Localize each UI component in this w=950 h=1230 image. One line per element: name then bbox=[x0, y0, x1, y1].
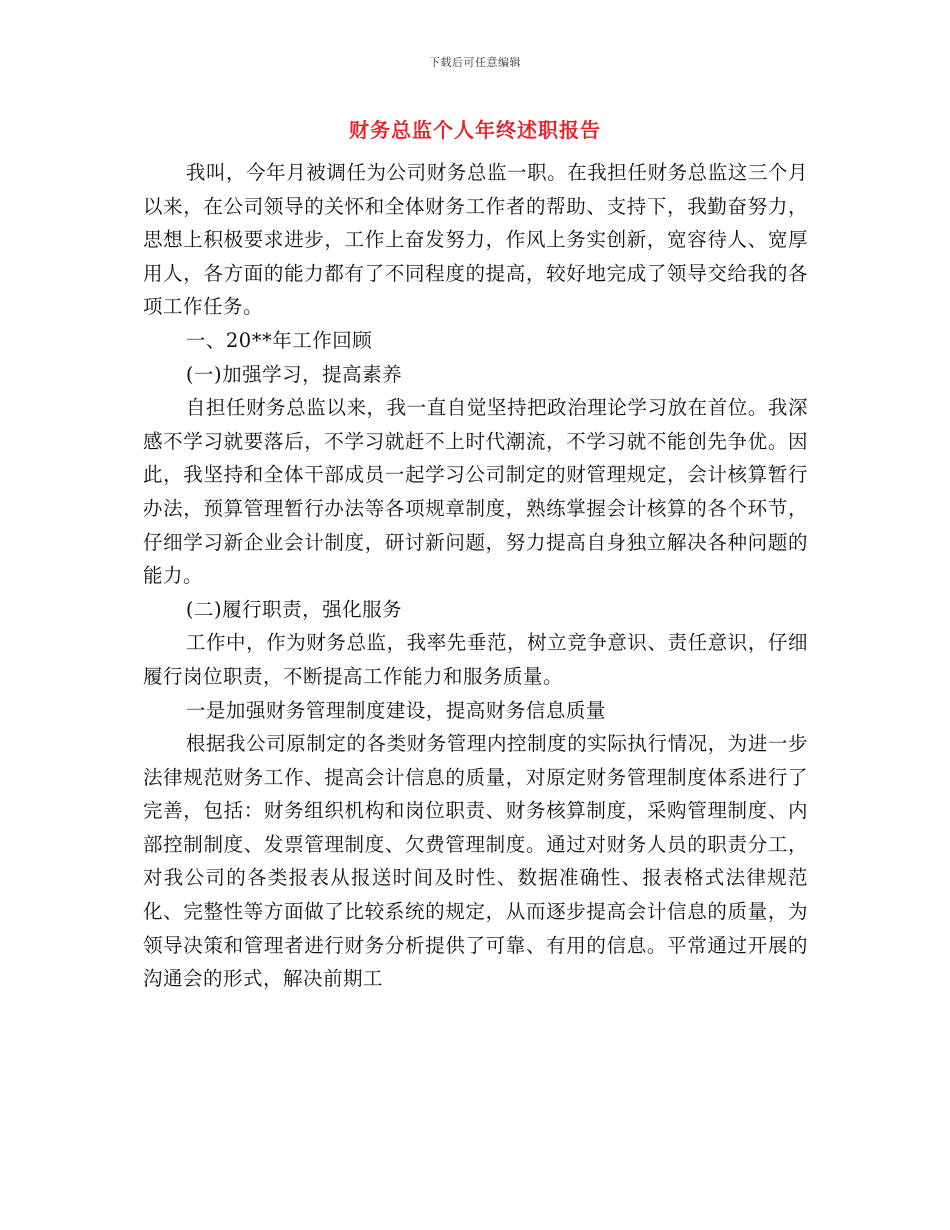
section-heading-review: 一、20**年工作回顾 bbox=[185, 328, 373, 352]
subheading-duties: (二)履行职责，强化服务 bbox=[185, 597, 403, 621]
paragraph-duties: 工作中，作为财务总监，我率先垂范，树立竞争意识、责任意识，仔细履行岗位职责，不断提高工作能力和服务质量。 bbox=[143, 631, 808, 688]
document-title: 财务总监个人年终述职报告 bbox=[349, 118, 601, 142]
paragraph-intro: 我叫，今年月被调任为公司财务总监一职。在我担任财务总监这三个月以来，在公司领导的关怀和全体财务工作者的帮助、支持下，我勤奋努力，思想上积极要求进步，工作上奋发努力，作风上务实创新，宽容待人、宽厚用人，各方面的能力都有了不同程度的提高，较好地完成了领导交给我的各项工作任务。 bbox=[143, 161, 808, 319]
header-note: 下载后可任意编辑 bbox=[429, 56, 521, 69]
paragraph-study: 自担任财务总监以来，我一直自觉坚持把政治理论学习放在首位。我深感不学习就要落后，不学习就赶不上时代潮流，不学习就不能创先争优。因此，我坚持和全体干部成员一起学习公司制定的财管理规定，会计核算暂行办法，预算管理暂行办法等各项规章制度，熟练掌握会计核算的各个环节，仔细学习新企业会计制度，研讨新问题，努力提高自身独立解决各种问题的能力。 bbox=[143, 396, 808, 588]
subheading-system: 一是加强财务管理制度建设，提高财务信息质量 bbox=[185, 698, 606, 722]
document-body bbox=[143, 156, 808, 996]
subheading-study: (一)加强学习，提高素养 bbox=[185, 362, 403, 386]
paragraph-system: 根据我公司原制定的各类财务管理内控制度的实际执行情况，为进一步法律规范财务工作、提高会计信息的质量，对原定财务管理制度体系进行了完善，包括：财务组织机构和岗位职责、财务核算制度，采购管理制度、内部控制制度、发票管理制度、欠费管理制度。通过对财务人员的职责分工，对我公司的各类报表从报送时间及时性、数据准确性、报表格式法律规范化、完整性等方面做了比较系统的规定，从而逐步提高会计信息的质量，为领导决策和管理者进行财务分析提供了可靠、有用的信息。平常通过开展的沟通会的形式，解决前期工 bbox=[143, 732, 808, 991]
